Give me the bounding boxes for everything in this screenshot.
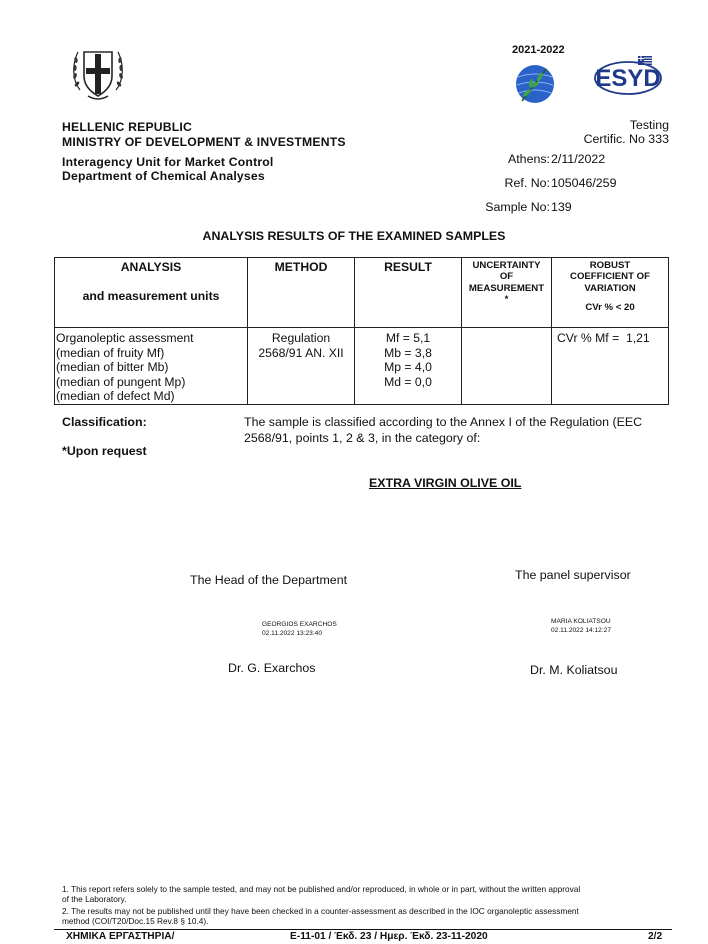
footnote-2-line-1: 2. The results may not be published until they have been checked in a counter-assessment as described in the IOC organoleptic assessment <box>62 906 579 916</box>
upon-request-note: *Upon request <box>62 444 147 458</box>
classification-label: Classification: <box>62 415 147 429</box>
analysis-line: Organoleptic assessment <box>56 331 194 345</box>
result-line: Mb = 3,8 <box>384 345 432 360</box>
result-line: Mp = 4,0 <box>384 360 432 375</box>
header-uncertainty-3: MEASUREMENT <box>468 282 545 294</box>
header-uncertainty-1: UNCERTAINTY <box>472 260 541 271</box>
esyd-logo-text: ESYD <box>595 65 661 92</box>
header-uncertainty <box>462 258 552 328</box>
header-uncertainty-2: OF <box>499 271 514 283</box>
analysis-line: (median of defect Md) <box>56 389 175 404</box>
header-method-label: METHOD <box>274 260 328 274</box>
analysis-line: (median of fruity Mf) <box>56 345 165 360</box>
table-row <box>55 328 669 405</box>
athens-label: Athens: <box>507 152 550 166</box>
cell-result <box>355 328 462 405</box>
right-signer-name: Dr. M. Koliatsou <box>530 663 618 677</box>
classification-text-2: 2568/91, points 1, 2 & 3, in the category of: <box>244 431 481 445</box>
report-title: ANALYSIS RESULTS OF THE EXAMINED SAMPLES <box>202 229 506 243</box>
left-signature-role: The Head of the Department <box>190 573 348 587</box>
right-signature-role: The panel supervisor <box>515 568 631 582</box>
classification-text-1: The sample is classified according to the Annex I of the Regulation (EEC <box>244 415 643 429</box>
footnote-1-line-2: of the Laboratory. <box>62 894 127 904</box>
left-digital-stamp: 02.11.2022 13:23:40 <box>262 630 323 637</box>
classification-category: EXTRA VIRGIN OLIVE OIL <box>369 476 522 490</box>
header-analysis-title: ANALYSIS <box>120 260 182 274</box>
testing-label: Testing <box>629 118 669 132</box>
footer-divider <box>54 929 672 930</box>
header-robust-cvr: CVr % < 20 <box>585 302 635 314</box>
ref-label: Ref. No: <box>504 176 550 190</box>
header-robust-3: VARIATION <box>584 282 636 294</box>
method-line: Regulation <box>271 331 331 345</box>
athens-date: 2/11/2022 <box>551 152 606 166</box>
left-signer-name: Dr. G. Exarchos <box>228 661 316 675</box>
header-result <box>355 258 462 328</box>
certific-label: Certific. No 333 <box>583 132 669 146</box>
result-line: Mf = 5,1 <box>385 331 431 345</box>
footnote-1-line-1: 1. This report refers solely to the sample tested, and may not be published and/or reproduced, in whole or in part, without the written approval <box>62 884 581 894</box>
header-robust-1: ROBUST <box>589 260 631 271</box>
header-analysis <box>55 258 248 328</box>
globe-olive-branch-icon <box>514 57 556 109</box>
method-line: 2568/91 AN. XII <box>258 345 344 360</box>
org-line-1: HELLENIC REPUBLIC <box>62 120 193 134</box>
header-analysis-units: and measurement units <box>82 289 220 303</box>
footer-center: E-11-01 / Έκδ. 23 / Ημερ. Έκδ. 23-11-2020 <box>290 931 488 942</box>
result-line: Md = 0,0 <box>384 374 432 389</box>
right-digital-signer: MARIA KOLIATSOU <box>551 618 611 625</box>
header-robust-2: COEFFICIENT OF <box>570 271 650 283</box>
header-result-label: RESULT <box>384 260 432 274</box>
results-table <box>54 257 669 405</box>
esyd-logo-icon <box>594 56 664 96</box>
analysis-line: (median of pungent Mp) <box>56 374 186 389</box>
header-robust-cv <box>552 258 669 328</box>
left-digital-signer: GEORGIOS EXARCHOS <box>262 621 337 628</box>
sample-label: Sample No: <box>485 200 550 214</box>
right-digital-stamp: 02.11.2022 14:12:27 <box>551 627 612 634</box>
org-line-2: MINISTRY OF DEVELOPMENT & INVESTMENTS <box>62 135 346 149</box>
header-uncertainty-4: * <box>504 294 509 306</box>
footer-page-number: 2/2 <box>648 931 663 942</box>
footer-left: ΧΗΜΙΚΑ ΕΡΓΑΣΤΗΡΙΑ/ <box>66 931 175 942</box>
ref-number: 105046/259 <box>551 176 617 190</box>
hellenic-republic-emblem-icon <box>70 40 126 104</box>
table-header-row <box>55 258 669 328</box>
header-method <box>248 258 355 328</box>
footnote-2-line-2: method (COI/T20/Doc.15 Rev.8 § 10.4). <box>62 916 209 926</box>
analysis-line: (median of bitter Mb) <box>56 360 169 375</box>
unit-line-1: Interagency Unit for Market Control <box>62 155 274 169</box>
cell-analysis <box>55 328 248 405</box>
cell-uncertainty <box>462 328 552 405</box>
cell-method <box>248 328 355 405</box>
unit-line-2: Department of Chemical Analyses <box>62 169 265 183</box>
sample-number: 139 <box>551 200 572 214</box>
cell-cvr: CVr % Mf = 1,21 <box>552 328 669 405</box>
accreditation-year: 2021-2022 <box>512 44 565 56</box>
